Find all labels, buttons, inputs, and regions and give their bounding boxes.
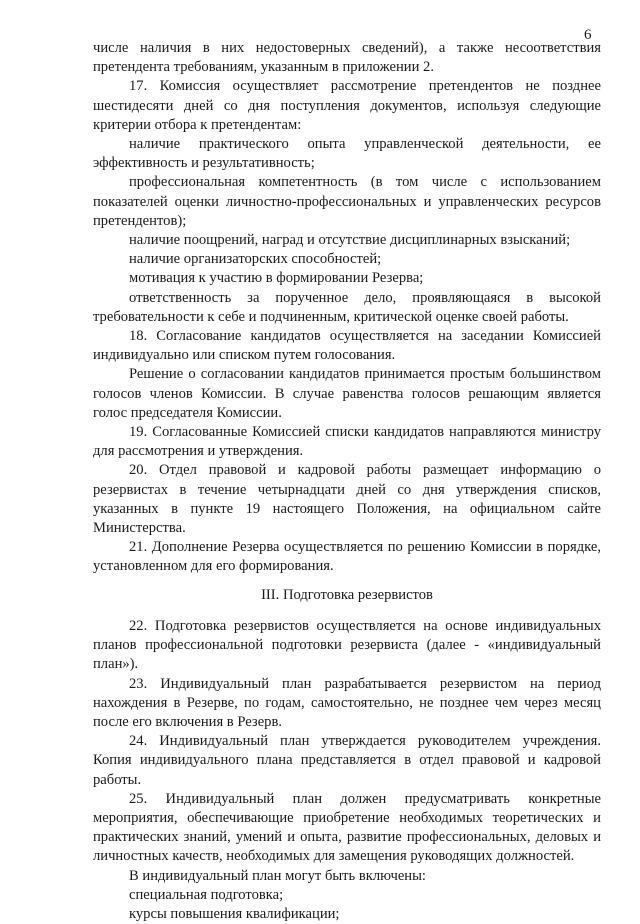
paragraph: наличие поощрений, наград и отсутствие дисциплинарных взысканий; [129, 232, 571, 249]
paragraph: ответственность за порученное дело, проявляющаяся в высокой требовательности к себе и подчиненным, критической оценке своей работы. [93, 289, 601, 325]
section-iii-body [93, 617, 601, 924]
paragraph: 22. Подготовка резервистов осуществляется на основе индивидуальных планов профессиональной подготовки резервиста (далее - «индивидуальный план»). [93, 617, 601, 673]
paragraph: Решение о согласовании кандидатов принимается простым большинством голосов членов Комиссии. В случае равенства голосов решающим является голос председателя Комиссии. [93, 366, 601, 421]
page-number: 6 [584, 27, 592, 43]
paragraph: 21. Дополнение Резерва осуществляется по решению Комиссии в порядке, установленном для его формирования. [93, 539, 601, 575]
paragraph: 25. Индивидуальный план должен предусматривать конкретные мероприятия, обеспечивающие приобретение необходимых теоретических и практических знаний, умений и опыта, развитие профессиональных, деловых и личностных качеств, необходимых для замещения руководящих должностей. [93, 790, 601, 865]
paragraph: наличие практического опыта управленческой деятельности, ее эффективность и результативность; [93, 136, 601, 172]
paragraph: курсы повышения квалификации; [129, 905, 340, 922]
section-ii-continuation [93, 39, 601, 577]
paragraph: 17. Комиссия осуществляет рассмотрение претендентов не позднее шестидесяти дней со дня поступления документов, используя следующие критерии отбора к претендентам: [93, 78, 601, 133]
paragraph: числе наличия в них недостоверных сведений), а также несоответствия претендента требованиям, указанным в приложении 2. [93, 40, 601, 76]
paragraph: специальная подготовка; [129, 886, 284, 903]
paragraph: 19. Согласованные Комиссией списки кандидатов направляются министру для рассмотрения и утверждения. [93, 424, 601, 460]
paragraph: профессиональная компетентность (в том числе с использованием показателей оценки личностно-профессиональных и управленческих ресурсов претендентов); [93, 174, 601, 229]
document-body [93, 39, 601, 924]
paragraph: В индивидуальный план могут быть включены: [129, 867, 426, 884]
paragraph: наличие организаторских способностей; [129, 251, 382, 268]
paragraph: 24. Индивидуальный план утверждается руководителем учреждения. Копия индивидуального плана представляется в отдел правовой и кадровой работы. [93, 733, 601, 788]
paragraph: мотивация к участию в формировании Резерва; [129, 270, 424, 287]
paragraph: 23. Индивидуальный план разрабатывается резервистом на период нахождения в Резерве, по годам, самостоятельно, не позднее чем через месяц после его включения в Резерв. [93, 675, 601, 730]
paragraph: 20. Отдел правовой и кадровой работы размещает информацию о резервистах в течение четырнадцати дней со дня утверждения списков, указанных в пункте 19 настоящего Положения, на официальном сайте Министерства. [93, 462, 601, 537]
paragraph: 18. Согласование кандидатов осуществляется на заседании Комиссией индивидуально или списком путем голосования. [93, 328, 601, 364]
section-heading: III. Подготовка резервистов [261, 586, 433, 603]
